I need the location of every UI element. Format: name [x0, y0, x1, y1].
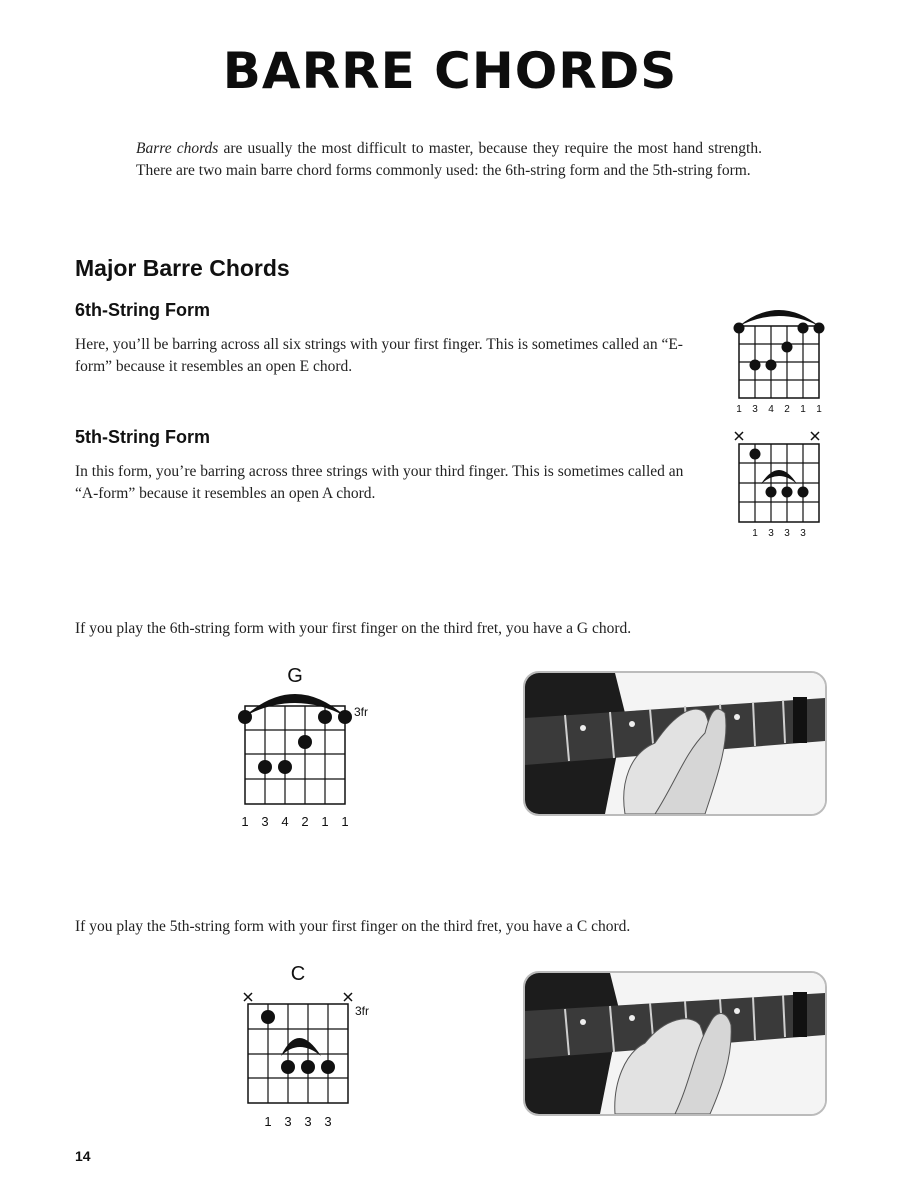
finger-dot [258, 760, 272, 774]
sixth-string-form-diagram [725, 296, 825, 416]
finger-dot [318, 710, 332, 724]
section-heading: Major Barre Chords [75, 255, 290, 281]
muted-string-marks [735, 432, 819, 440]
barre-arc [281, 1038, 321, 1056]
fingering-label: 1 [800, 404, 806, 415]
finger-dot [238, 710, 252, 724]
intro-paragraph [136, 138, 762, 182]
fingering-label: 2 [301, 814, 309, 829]
muted-x-icon [811, 432, 819, 440]
g-chord-hand-photo [523, 671, 827, 816]
finger-dot [750, 449, 761, 460]
fingering-labels [752, 528, 806, 539]
page-title: BARRE CHORDS [222, 42, 678, 100]
c-chord-sentence: If you play the 5th-string form with your first finger on the third fret, you have a C chord. [75, 918, 631, 935]
fingering-labels [264, 1114, 331, 1129]
fingering-label: 1 [341, 814, 349, 829]
finger-dot [281, 1060, 295, 1074]
g-chord-sentence: If you play the 6th-string form with your first finger on the third fret, you have a G chord. [75, 620, 632, 637]
fingering-label: 2 [784, 404, 790, 415]
fingering-labels [736, 404, 822, 415]
fifth-string-form-text: In this form, you’re barring across three strings with your third finger. This is sometimes called an “A-form” because it resembles an open A chord. [75, 463, 684, 502]
finger-dot [321, 1060, 335, 1074]
fingering-label: 3 [752, 404, 758, 415]
fingering-label: 3 [800, 528, 806, 539]
finger-dot [301, 1060, 315, 1074]
muted-x-icon [344, 993, 352, 1001]
fingering-label: 3 [261, 814, 269, 829]
finger-dot [814, 323, 825, 334]
intro-text: are usually the most difficult to master, because they require the most hand strength. There are two main barre chord forms commonly used: the 6th-string form and the 5th-string form. [136, 140, 762, 179]
barre-arc [739, 310, 819, 326]
fret-position-label: 3fr [355, 1004, 370, 1018]
fingering-label: 4 [768, 404, 774, 415]
finger-dot [766, 360, 777, 371]
fingering-label: 1 [736, 404, 742, 415]
fifth-string-form-heading: 5th-String Form [75, 427, 210, 447]
muted-x-icon [735, 432, 743, 440]
fingering-label: 1 [816, 404, 822, 415]
fingering-label: 3 [768, 528, 774, 539]
c-chord-diagram [225, 956, 385, 1136]
fingering-label: 3 [284, 1114, 292, 1129]
finger-dot [278, 760, 292, 774]
muted-string-marks [244, 993, 352, 1001]
page-number: 14 [75, 1148, 91, 1164]
finger-dots [238, 710, 352, 774]
fingering-label: 1 [752, 528, 758, 539]
finger-dot [782, 342, 793, 353]
fingering-label: 1 [321, 814, 329, 829]
chord-name: C [290, 963, 306, 985]
g-chord-diagram [225, 656, 385, 836]
fret-position-label: 3fr [354, 705, 369, 719]
finger-dots [734, 323, 825, 371]
sixth-string-form-text: Here, you’ll be barring across all six strings with your first finger. This is sometimes called an “E-form” because it resembles an open E chord. [75, 336, 683, 375]
fingering-label: 3 [784, 528, 790, 539]
muted-x-icon [244, 993, 252, 1001]
intro-term: Barre chords [136, 140, 219, 157]
finger-dot [338, 710, 352, 724]
finger-dot [261, 1010, 275, 1024]
fingering-label: 3 [304, 1114, 312, 1129]
finger-dot [750, 360, 761, 371]
finger-dot [798, 487, 809, 498]
c-chord-hand-photo [523, 971, 827, 1116]
fingering-label: 4 [281, 814, 289, 829]
fifth-string-form-diagram [725, 426, 825, 542]
fingering-label: 3 [324, 1114, 332, 1129]
finger-dot [766, 487, 777, 498]
barre-arc [761, 470, 797, 484]
finger-dot [782, 487, 793, 498]
fingering-labels [241, 814, 348, 829]
chord-name: G [287, 665, 303, 687]
finger-dot [298, 735, 312, 749]
finger-dot [798, 323, 809, 334]
fingering-label: 1 [241, 814, 249, 829]
fingering-label: 1 [264, 1114, 272, 1129]
finger-dot [734, 323, 745, 334]
sixth-string-form-heading: 6th-String Form [75, 300, 210, 320]
